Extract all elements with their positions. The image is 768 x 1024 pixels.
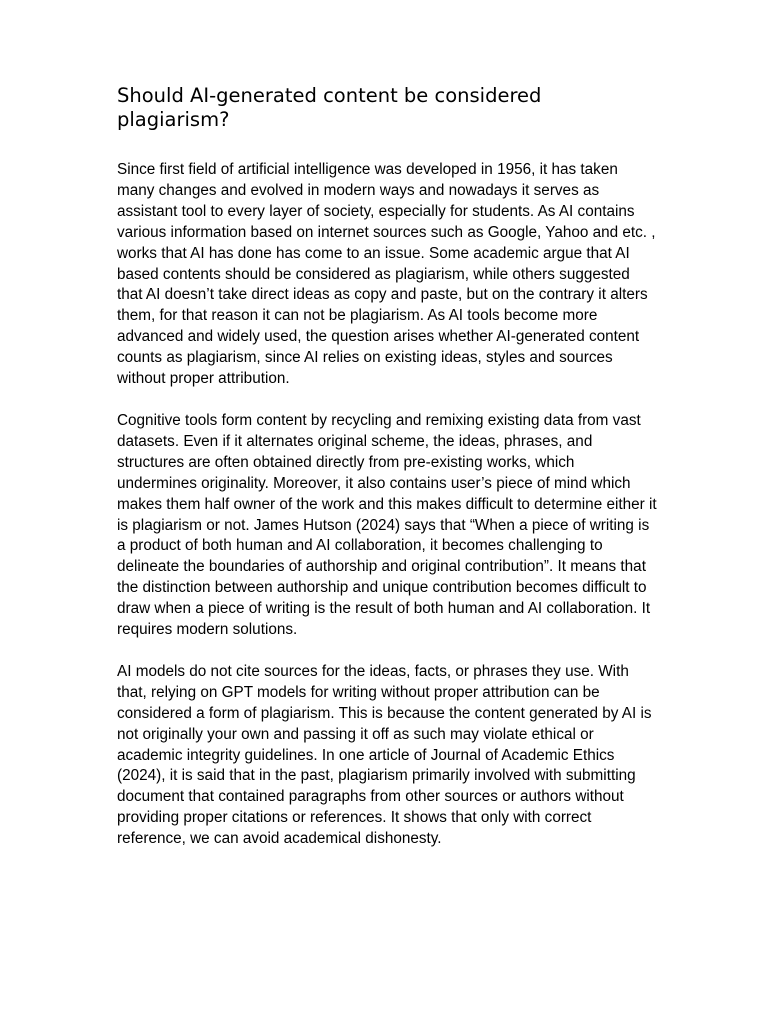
paragraph-cognitive-tools: Cognitive tools form content by recycling and remixing existing data from vast datasets. Even if it alternates original scheme, the ideas, phrases, and structures are often obtained directly from pre-existing works, which undermines originality. Moreover, it also contains user’s piece of mind which makes them half owner of the work and this makes difficult to determine either it is plagiarism or not. James Hutson (2024) says that “When a piece of writing is a product of both human and AI collaboration, it becomes challenging to delineate the boundaries of authorship and original contribution”. It means that the distinction between authorship and unique contribution becomes difficult to draw when a piece of writing is the result of both human and AI collaboration. It requires modern solutions. <box>117 411 657 639</box>
paragraph-citation: AI models do not cite sources for the ideas, facts, or phrases they use. With that, relying on GPT models for writing without proper attribution can be considered a form of plagiarism. This is because the content generated by AI is not originally your own and passing it off as such may violate ethical or academic integrity guidelines. In one article of Journal of Academic Ethics (2024), it is said that in the past, plagiarism primarily involved with submitting document that contained paragraphs from other sources or authors without providing proper citations or references. It shows that only with correct reference, we can avoid academical dishonesty. <box>117 662 652 848</box>
paragraph-introduction: Since first field of artificial intelligence was developed in 1956, it has taken many changes and evolved in modern ways and nowadays it serves as assistant tool to every layer of society, especially for students. As AI contains various information based on internet sources such as Google, Yahoo and etc. , works that AI has done has come to an issue. Some academic argue that AI based contents should be considered as plagiarism, while others suggested that AI doesn’t take direct ideas as copy and paste, but on the contrary it alters them, for that reason it can not be plagiarism. As AI tools become more advanced and widely used, the question arises whether AI-generated content counts as plagiarism, since AI relies on existing ideas, styles and sources without proper attribution. <box>117 161 656 388</box>
document-title: Should AI-generated content be considered plagiarism? <box>117 84 542 131</box>
